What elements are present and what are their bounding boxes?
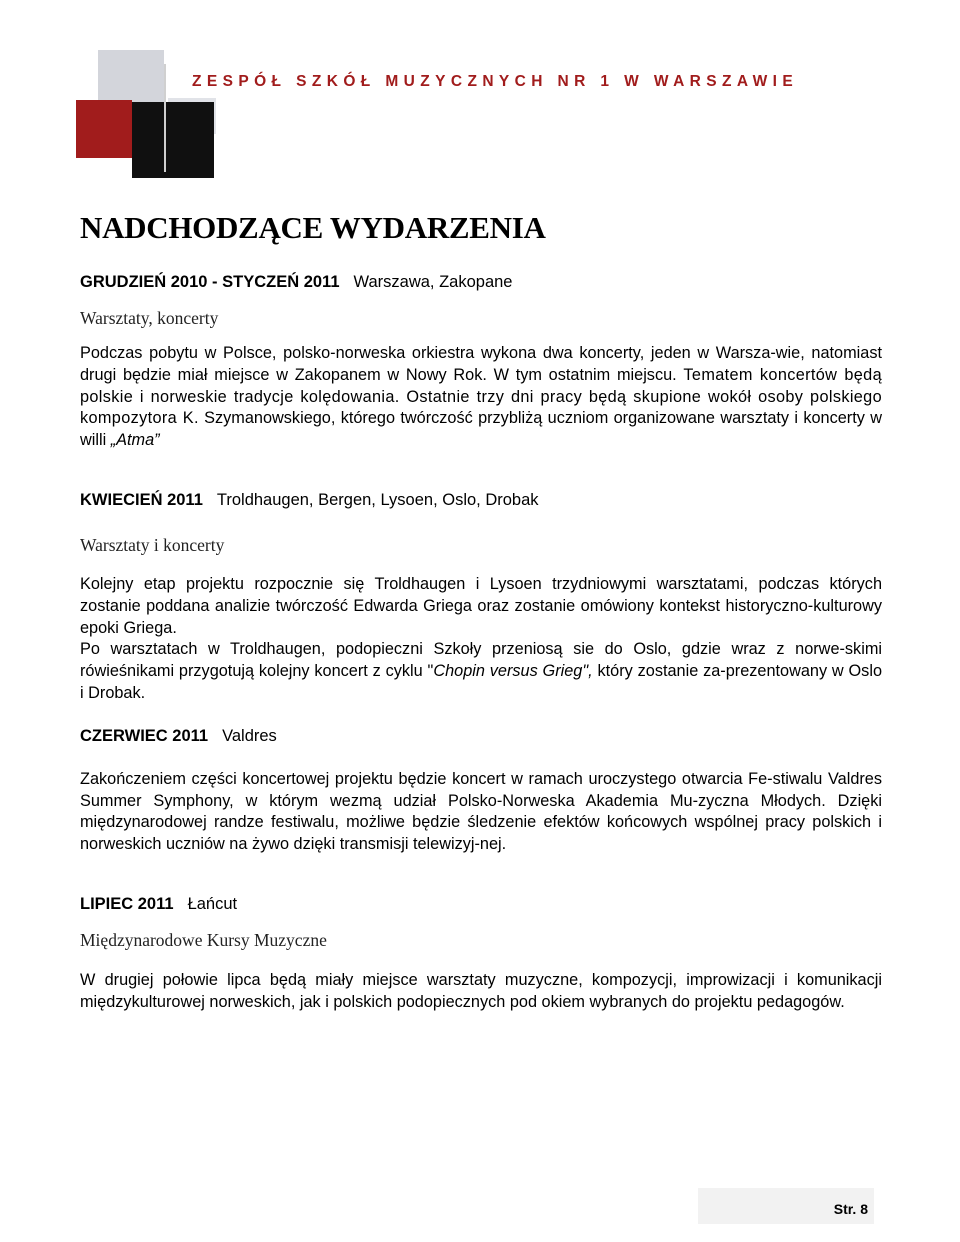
event-place: Warszawa, Zakopane — [353, 273, 513, 291]
event-header — [80, 271, 882, 293]
event-description — [80, 639, 882, 704]
event-section — [80, 893, 882, 1014]
villa-name: „Atma” — [110, 431, 160, 450]
event-header — [80, 725, 882, 747]
event-place: Troldhaugen, Bergen, Lysoen, Oslo, Drobak — [216, 490, 539, 509]
page-number-box — [698, 1188, 874, 1224]
description-text: Szymanowskiego, którego twórczość przybliżą uczniom organizowane warsztaty i koncerty w willi — [80, 409, 882, 450]
event-date: CZERWIEC 2011 — [80, 726, 209, 745]
event-description: Zakończeniem części koncertowej projektu będzie koncert w ramach uroczystego otwarcia Fe-stiwalu Valdres Summer Symphony, w którym wezmą udział Polsko-Norweska Akademia Mu-zyczna Młodych. Dzięki międzynarodowej randze festiwalu, możliwe będzie śledzenie efektów końcowych wspólnej pracy polskich i norweskich uczniów na żywo dzięki transmisji telewizyj-nej. — [80, 769, 882, 854]
event-header — [80, 893, 882, 915]
event-place: Valdres — [222, 726, 277, 745]
main-content — [80, 208, 882, 1014]
event-section — [80, 271, 882, 452]
red-square — [76, 100, 132, 158]
event-section — [80, 725, 882, 856]
description-text: Po warsztatach w Troldhaugen, podopieczni Szkoły przeniosą sie do Oslo, gdzie wraz z norwe-skimi rówieśnikami przygotują kolejny koncert z cyklu " — [80, 640, 882, 681]
event-description: W drugiej połowie lipca będą miały miejsce warsztaty muzyczne, kompozycji, improwizacji i komunikacji międzykulturowej norweskich, jak i polskich podopiecznych pod okiem wybranych do projektu pedagogów. — [80, 970, 882, 1011]
event-place: Łańcut — [187, 894, 238, 913]
event-subtitle: Międzynarodowe Kursy Muzyczne — [80, 929, 327, 950]
concert-title: Chopin versus Grieg", — [433, 662, 593, 681]
page-title: NADCHODZĄCE WYDARZENIA — [80, 210, 546, 245]
vertical-line — [164, 64, 166, 172]
event-description — [80, 343, 882, 452]
event-date: LIPIEC 2011 — [80, 894, 174, 913]
event-header — [80, 489, 882, 511]
page-number: Str. 8 — [833, 1201, 868, 1217]
description-text: Podczas pobytu w Polsce, polsko-norweska orkiestra wykona dwa koncerty, jeden w Warsza-wie, natomiast drugi będzie miał miejsce w Zakopanem w Nowy Rok. W tym ostatnim miejscu. — [80, 344, 882, 384]
event-date: KWIECIEŃ 2011 — [80, 490, 203, 509]
description-text: który zostanie za-prezentowany w Oslo i Drobak. — [80, 662, 882, 702]
event-subtitle: Warsztaty, koncerty — [80, 308, 219, 328]
event-subtitle: Warsztaty i koncerty — [80, 534, 225, 555]
description-text: Tematem koncertów będą polskie i norweskie tradycje kolędowania. Ostatnie trzy dni pracy będą skupione wokół osoby polskiego kompozytora K. — [80, 365, 882, 428]
event-section — [80, 489, 882, 705]
event-date: GRUDZIEŃ 2010 - STYCZEŃ 2011 — [80, 273, 340, 291]
school-name-header: ZESPÓŁ SZKÓŁ MUZYCZNYCH NR 1 W WARSZAWIE — [192, 73, 799, 90]
black-square — [132, 102, 214, 178]
event-description: Kolejny etap projektu rozpocznie się Troldhaugen i Lysoen trzydniowymi warsztatami, podczas których zostanie poddana analizie twórczość Edwarda Griega oraz zostanie omówiony kontekst historyczno-kulturowy epoki Griega. — [80, 574, 882, 637]
header-logo-squares — [70, 50, 220, 180]
